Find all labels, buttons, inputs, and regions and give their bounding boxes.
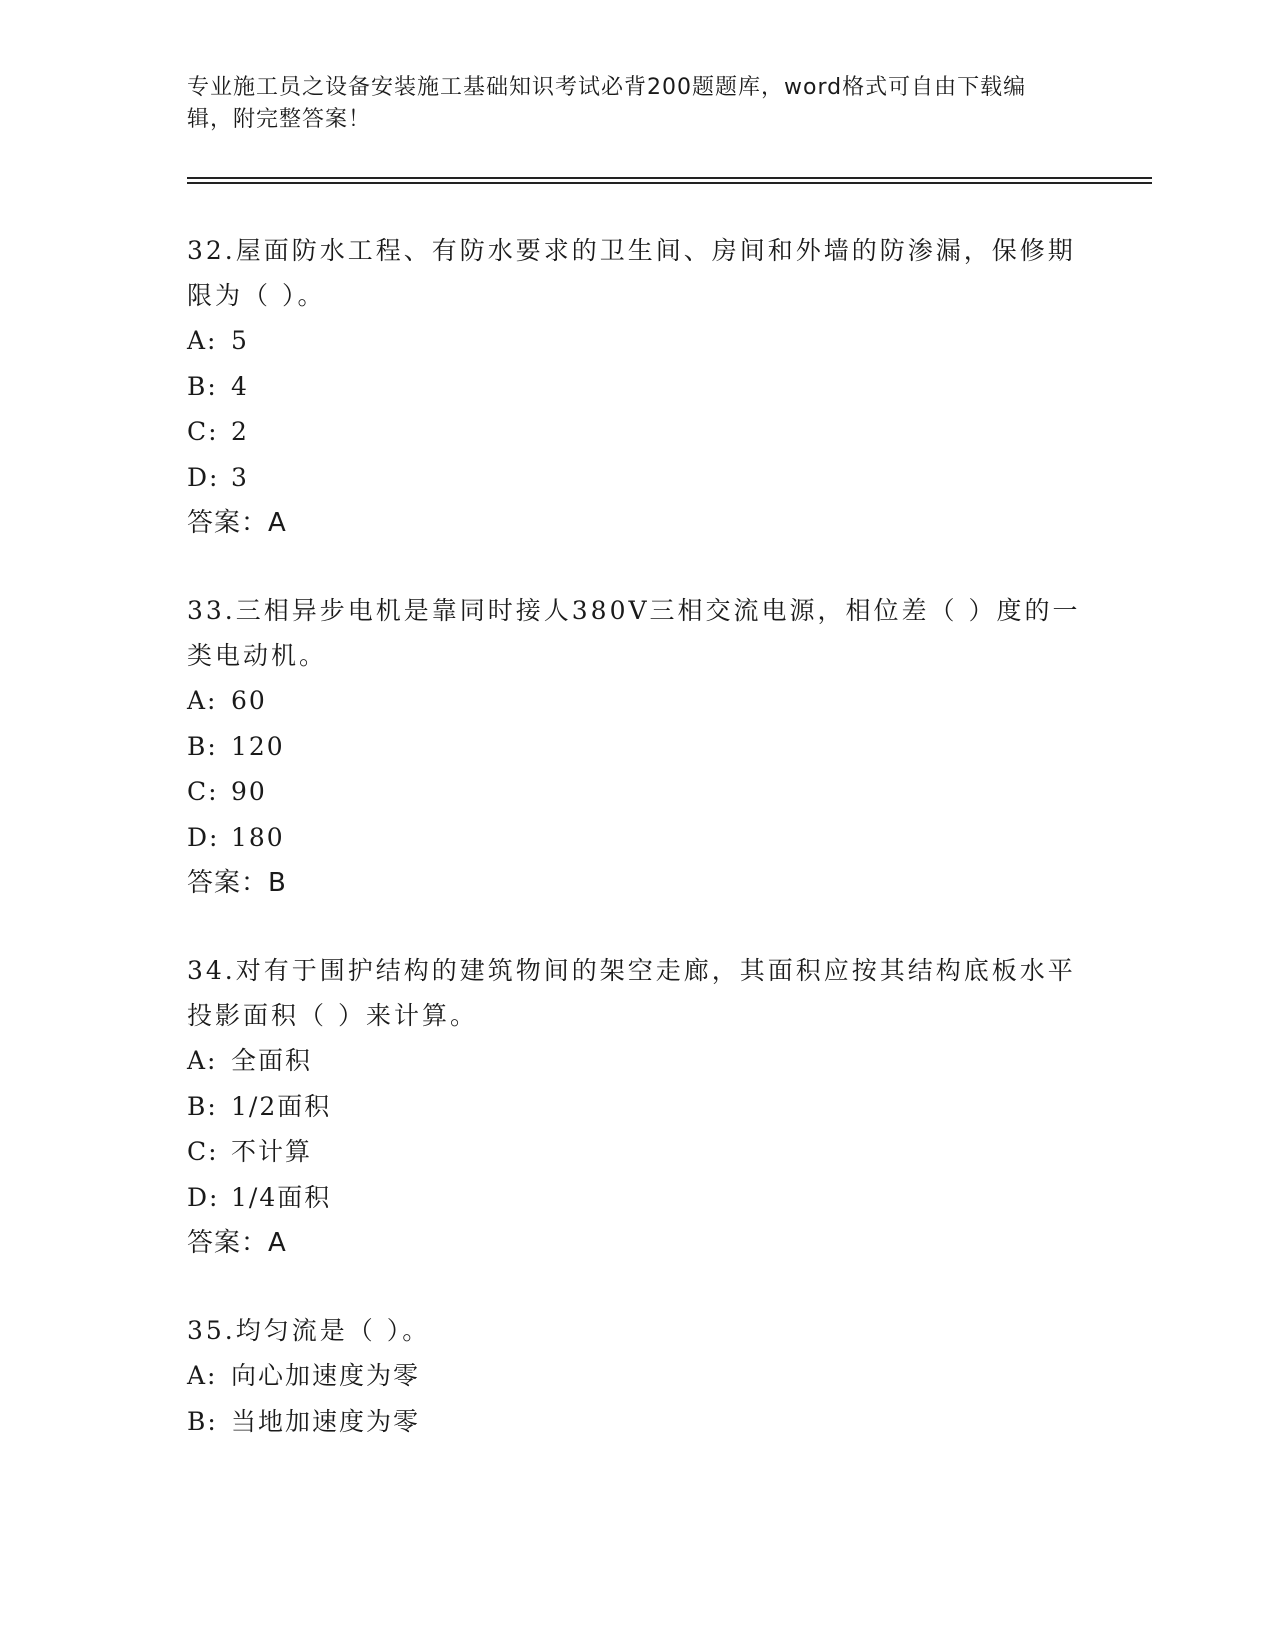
option-key: B: [187, 1406, 218, 1436]
option-key: C: [187, 777, 219, 806]
question-32 [187, 228, 1087, 546]
option-a [187, 1038, 1087, 1084]
question-stem: 33.三相异步电机是靠同时接人380V三相交流电源，相位差（ ）度的一类电动机。 [187, 596, 1081, 670]
option-d [187, 1175, 1087, 1221]
question-35 [187, 1308, 1087, 1444]
header-divider-top [187, 177, 1152, 179]
option-text: 4 [231, 371, 249, 401]
option-text: 180 [231, 822, 285, 852]
option-text: 全面积 [231, 1046, 313, 1075]
option-key: A: [187, 326, 218, 355]
option-key: B: [187, 731, 218, 761]
option-text: 3 [231, 462, 249, 492]
option-text: 5 [231, 326, 249, 355]
option-key: D: [187, 462, 220, 492]
option-a [187, 1353, 1087, 1399]
option-b [187, 1399, 1087, 1445]
option-text: 120 [231, 731, 285, 761]
option-key: A: [187, 1046, 218, 1075]
option-text: 2 [231, 417, 249, 446]
option-text: 当地加速度为零 [231, 1406, 421, 1436]
option-key: A: [187, 686, 218, 715]
option-b [187, 724, 1087, 770]
option-b [187, 1084, 1087, 1130]
question-stem: 34.对有于围护结构的建筑物间的架空走廊，其面积应按其结构底板水平投影面积（ ）来计算。 [187, 956, 1076, 1030]
option-key: A: [187, 1361, 218, 1390]
answer: 答案：B [187, 868, 287, 898]
option-text: 不计算 [231, 1137, 313, 1166]
option-key: D: [187, 1182, 220, 1212]
option-key: B: [187, 1091, 218, 1121]
option-b [187, 364, 1087, 410]
option-key: D: [187, 822, 220, 852]
option-key: B: [187, 371, 218, 401]
option-c [187, 769, 1087, 815]
answer: 答案：A [187, 1228, 287, 1258]
question-stem: 32.屋面防水工程、有防水要求的卫生间、房间和外墙的防渗漏，保修期限为（ ）。 [187, 236, 1076, 310]
option-c [187, 409, 1087, 455]
option-text: 向心加速度为零 [231, 1361, 421, 1390]
option-text: 90 [231, 777, 267, 806]
option-text: 60 [231, 686, 267, 715]
option-text: 1/2面积 [231, 1091, 332, 1121]
answer: 答案：A [187, 508, 287, 538]
question-stem: 35.均匀流是（ ）。 [187, 1316, 431, 1345]
option-key: C: [187, 1137, 219, 1166]
question-34 [187, 948, 1087, 1266]
option-text: 1/4面积 [231, 1182, 332, 1212]
header-divider-bottom [187, 182, 1152, 184]
option-a [187, 678, 1087, 724]
option-d [187, 455, 1087, 501]
document-header: 专业施工员之设备安装施工基础知识考试必背200题题库，word格式可自由下载编辑，附完整答案！ [187, 75, 1027, 132]
option-c [187, 1129, 1087, 1175]
option-a [187, 318, 1087, 364]
option-key: C: [187, 417, 219, 446]
option-d [187, 815, 1087, 861]
question-33 [187, 588, 1087, 906]
